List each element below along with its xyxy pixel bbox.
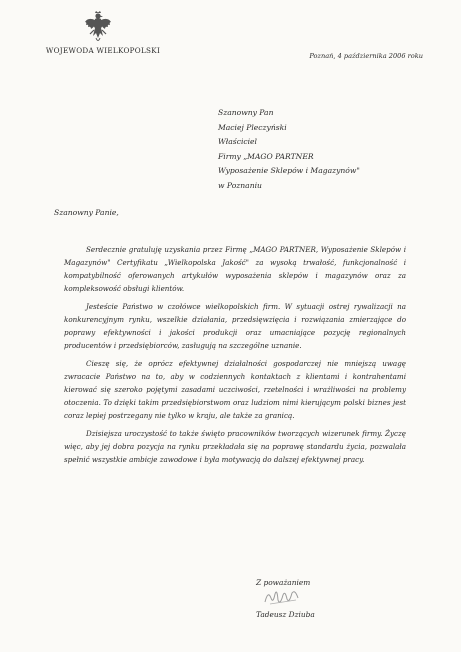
- body-paragraph: Dzisiejsza uroczystość to także święto pracowników tworzących wizerunek firmy. Życzę więc, aby jej dobra pozycja na rynku przekładała się na poprawę standardu życia, pozwalała spełnić wszystkie ambicje zawodowe i była motywacją do dalszej efektywnej pracy.: [64, 429, 406, 465]
- handwritten-signature-icon: [262, 586, 302, 608]
- addressee-line: Firmy „MAGO PARTNER: [218, 151, 314, 161]
- body-paragraph: Cieszę się, że oprócz efektywnej działalności gospodarczej nie mniejszą uwagę zwracacie Państwo na to, aby w codziennych kontaktach z klientami i kontrahentami kierować się szeroko pojętymi zasadami uczciwości, rzetelności i wrażliwości na problemy otoczenia. To dzięki takim przedsiębiorstwom oraz ludziom nimi kierującym polski biznes jest coraz lepiej postrzegany nie tylko w kraju, ale także za granicą.: [64, 358, 406, 421]
- addressee-line: Właściciel: [218, 137, 257, 147]
- closing-phrase: Z poważaniem: [256, 578, 311, 587]
- body-paragraph: Serdecznie gratuluję uzyskania przez Firmę „MAGO PARTNER, Wyposażenie Sklepów i Magazynów" Certyfikatu „Wielkopolska Jakość" za wysoką trwałość, funkcjonalność i kompatybilność oferowanych artykułów wyposażenia sklepów i magazynów oraz za kompleksowość obsługi klientów.: [64, 245, 406, 294]
- signer-name: Tadeusz Dziuba: [256, 610, 315, 619]
- office-name: WOJEWODA WIELKOPOLSKI: [45, 46, 161, 55]
- addressee-line: Szanowny Pan: [218, 108, 274, 117]
- white-eagle-emblem-icon: [84, 10, 112, 44]
- date-line: Poznań, 4 października 2006 roku: [309, 52, 423, 60]
- addressee-block: [218, 106, 360, 194]
- salutation: Szanowny Panie,: [54, 208, 119, 217]
- addressee-line: Maciej Pleczyński: [218, 122, 287, 132]
- body-paragraph: Jesteście Państwo w czołówce wielkopolskich firm. W sytuacji ostrej rywalizacji na konkurencyjnym rynku, wszelkie działania, przedsięwzięcia i rozwiązania zmierzające do poprawy efektywności i jakości produkcji oraz umacniające pozycję regionalnych producentów i przedsiębiorców, zasługują na szczególne uznanie.: [64, 301, 406, 351]
- addressee-line: w Poznaniu: [218, 180, 262, 190]
- letter-body: [64, 243, 406, 471]
- addressee-line: Wyposażenie Sklepów i Magazynów": [218, 166, 360, 176]
